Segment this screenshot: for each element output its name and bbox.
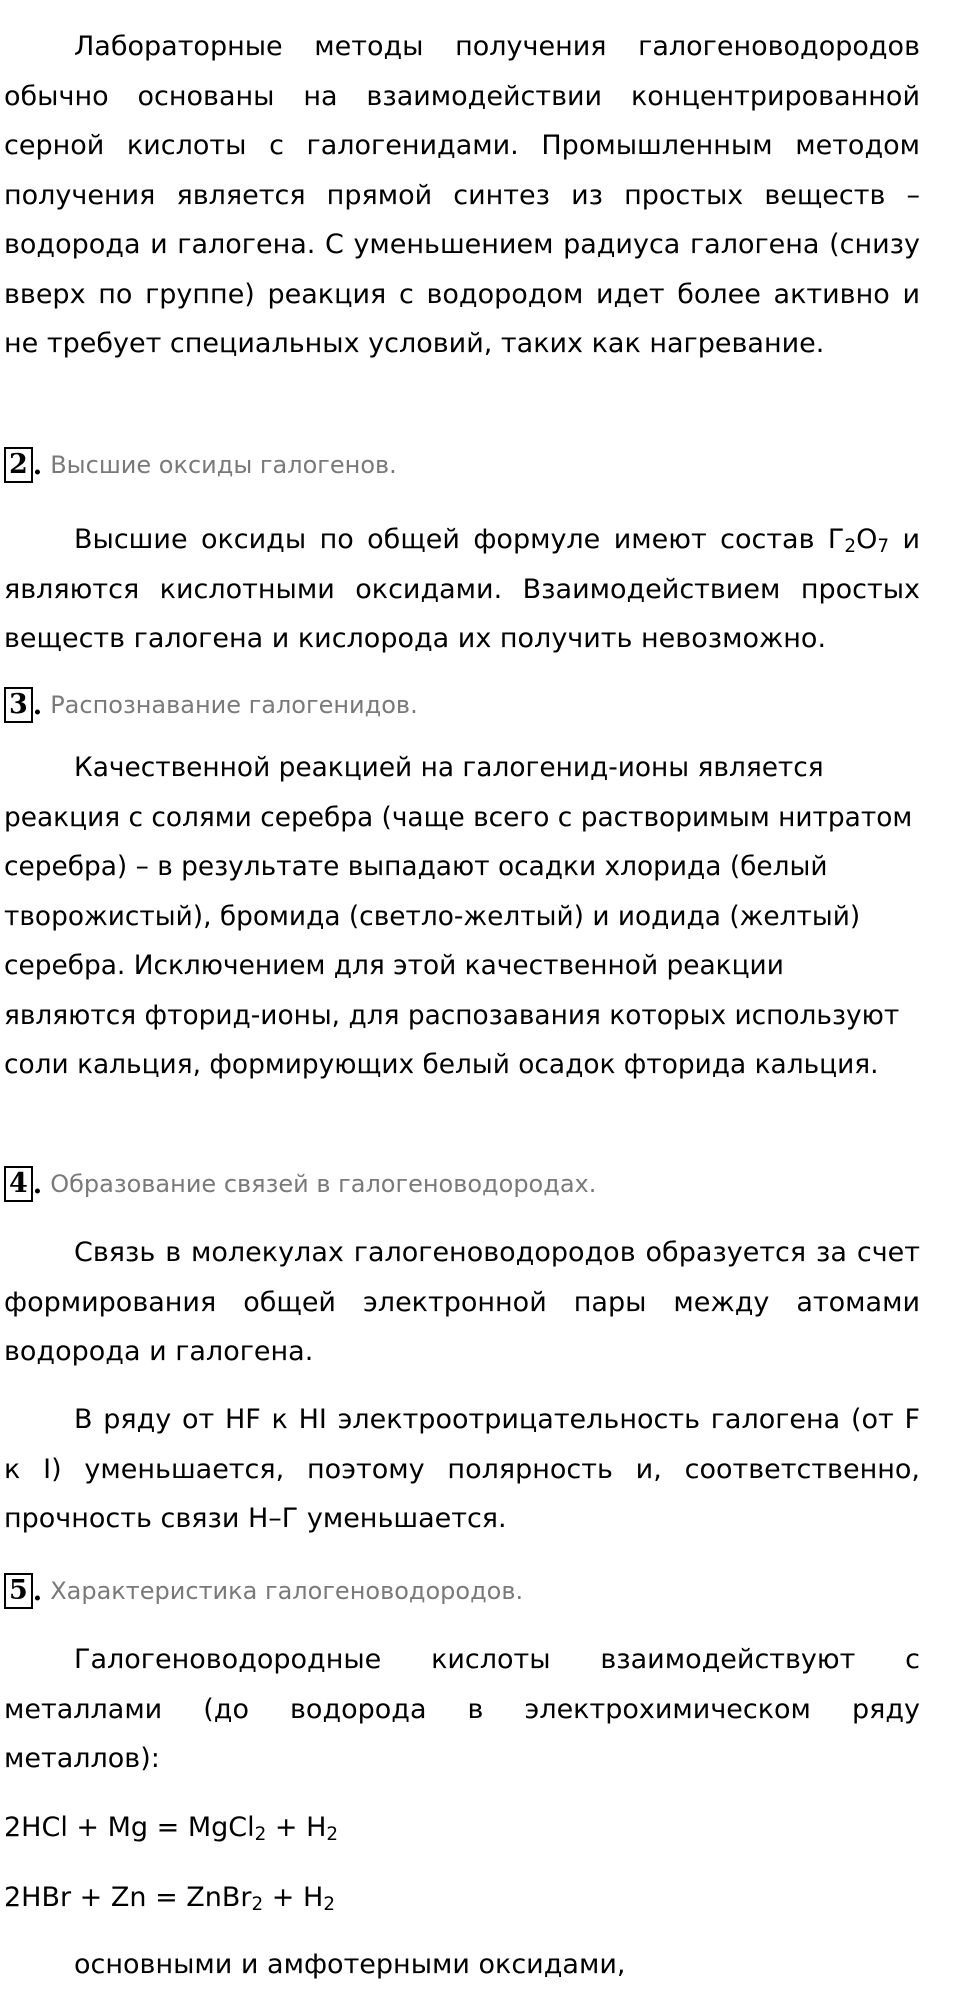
section-number-dot: . [32, 449, 43, 481]
paragraph-higher-oxides [4, 515, 920, 664]
equation-hcl-mg [4, 1808, 338, 1848]
paragraph-electronegativity: В ряду от HF к HI электроотрицательность галогена (от F к I) уменьшается, поэтому полярность и, соответственно, прочность связи H–Г уменьшается. [4, 1404, 920, 1534]
section-number-box: 2 [4, 447, 33, 483]
paragraph-recognition: Качественной реакцией на галогенид-ионы является реакция с солями серебра (чаще всего с растворимым нитратом серебра) – в результате выпадают осадки хлорида (белый творожистый), бромида (светло-желтый) и иодида (желтый) серебра. Исключением для этой качественной реакции являются фторид-ионы, для распозавания которых используют соли кальция, формирующих белый осадок фторида кальция. [4, 752, 913, 1080]
text-run: + H [266, 1812, 327, 1843]
section-title: Распознавание галогенидов. [50, 691, 418, 719]
section-number-box: 4 [4, 1166, 33, 1202]
text-run: 2HCl + Mg = MgCl [4, 1812, 255, 1843]
section-title: Характеристика галогеноводородов. [50, 1577, 524, 1605]
paragraph-oxides: основными и амфотерными оксидами, [74, 1949, 626, 1980]
section-number-box: 3 [4, 687, 33, 723]
text-run: Высшие оксиды по общей формуле имеют состав Г [74, 524, 845, 555]
section-number-box: 5 [4, 1573, 33, 1609]
text-run: и являются кислотными оксидами. Взаимодействием простых веществ галогена и кислорода их получить невозможно. [4, 524, 920, 654]
section-title: Высшие оксиды галогенов. [50, 451, 397, 479]
text-run: O [856, 524, 878, 555]
subscript: 2 [251, 1894, 264, 1916]
subscript: 2 [844, 536, 857, 558]
subscript: 2 [326, 1824, 339, 1846]
section-number-dot: . [32, 1575, 43, 1607]
section-heading-2 [4, 446, 397, 484]
subscript: 7 [877, 536, 890, 558]
section-number-dot: . [32, 689, 43, 721]
section-heading-5 [4, 1572, 523, 1610]
text-run: + H [263, 1882, 324, 1913]
equation-hbr-zn [4, 1878, 335, 1918]
paragraph-characteristics: Галогеноводородные кислоты взаимодействуют с металлами (до водорода в электрохимическом ряду металлов): [4, 1644, 920, 1774]
section-heading-3 [4, 686, 418, 724]
paragraph-lab-methods: Лабораторные методы получения галогеноводородов обычно основаны на взаимодействии концентрированной серной кислоты с галогенидами. Промышленным методом получения является прямой синтез из простых веществ – водорода и галогена. С уменьшением радиуса галогена (снизу вверх по группе) реакция с водородом идет более активно и не требует специальных условий, таких как нагревание. [4, 31, 920, 359]
paragraph-bond-formation: Связь в молекулах галогеноводородов образуется за счет формирования общей электронной пары между атомами водорода и галогена. [4, 1237, 920, 1367]
section-number-dot: . [32, 1168, 43, 1200]
section-heading-4 [4, 1165, 596, 1203]
subscript: 2 [323, 1894, 335, 1916]
text-run: 2HBr + Zn = ZnBr [4, 1882, 252, 1913]
section-title: Образование связей в галогеноводородах. [50, 1170, 597, 1198]
subscript: 2 [254, 1824, 267, 1846]
